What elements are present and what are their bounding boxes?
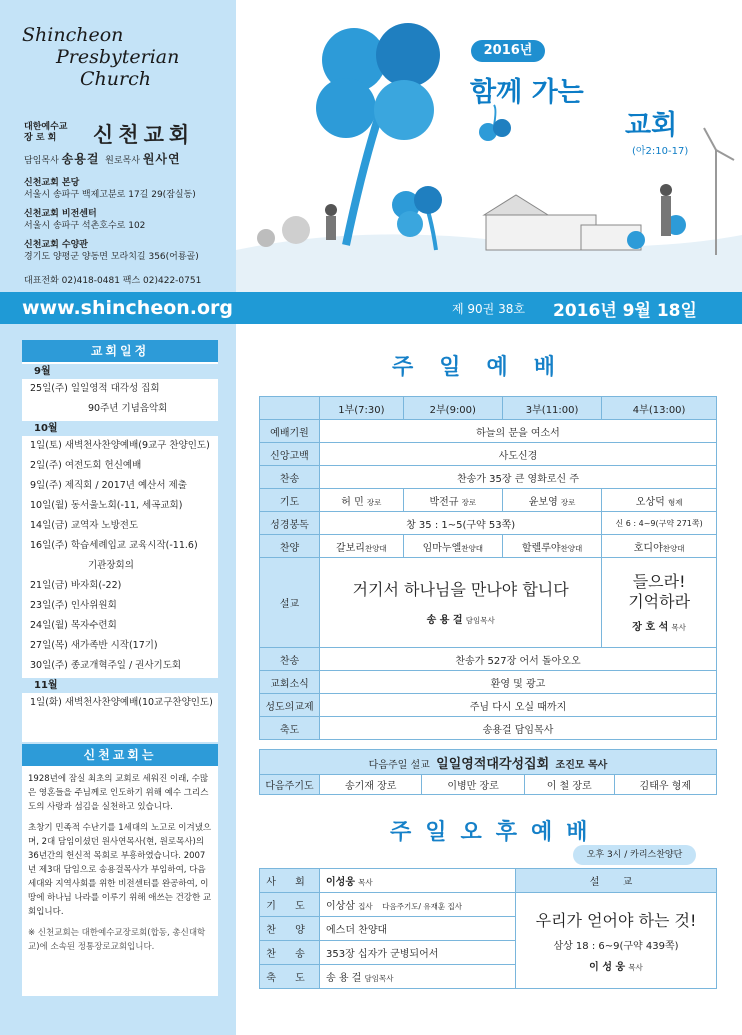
theme-verse: (아2:10-17): [632, 146, 689, 157]
afternoon-service-title: 주일오후예배: [390, 820, 602, 845]
schedule-event: 21일(금) 바자회(-22): [30, 580, 122, 591]
schedule-event: 25일(주) 일일영적 대각성 집회: [30, 383, 160, 394]
address-retreat: 신천교회 수양관 경기도 양평군 양동면 모라치길 356(어룡골): [24, 240, 199, 262]
table-row: 다음주일 설교 일일영적대각성집회 조진모 목사: [260, 750, 717, 775]
column-header: 4부(13:00): [602, 397, 717, 420]
table-row: 성경봉독 창 35 : 1~5(구약 53쪽) 신 6 : 4~9(구약 271쪽): [260, 512, 717, 535]
phone-fax: 대표전화 02)418-0481 팩스 02)422-0751: [24, 276, 202, 286]
schedule-event: 1일(토) 새벽천사찬양예배(9교구 찬양인도): [30, 440, 210, 451]
table-row: 찬양 갈보리찬양대 임마누엘찬양대 할렐루야찬양대 호디야찬양대: [260, 535, 717, 558]
sunday-service-table: [259, 396, 717, 740]
table-row: 기 도 이상삼 집사 다음주기도/ 유재훈 집사 우리가 얻어야 하는 것! 삼상 18 : 6~9(구약 439쪽) 이 성 웅 목사: [260, 893, 717, 917]
schedule-event: 90주년 기념음악회: [88, 403, 168, 414]
table-row: 사 회 이성웅 목사 설 교: [260, 869, 717, 893]
afternoon-sermon: 우리가 얻어야 하는 것! 삼상 18 : 6~9(구약 439쪽) 이 성 웅 목사: [516, 893, 717, 989]
column-header: 3부(11:00): [502, 397, 601, 420]
schedule-event: 10일(월) 동서울노회(-11, 세곡교회): [30, 500, 183, 511]
year-badge: 2016년: [471, 40, 545, 62]
table-row: 교회소식 환영 및 광고: [260, 671, 717, 694]
next-week-table: [259, 749, 717, 795]
schedule-month: 11월: [22, 678, 218, 693]
website-link[interactable]: www.shincheon.org: [22, 297, 234, 319]
left-sidebar: [0, 0, 236, 1035]
table-row: 신앙고백 사도신경: [260, 443, 717, 466]
church-name: 신천교회: [93, 123, 195, 147]
column-header: 2부(9:00): [403, 397, 502, 420]
table-row: 찬송 찬송가 35장 큰 영화로신 주: [260, 466, 717, 489]
side-sermon: 들으라! 기억하라 장 호 석 목사: [602, 558, 717, 648]
address-vision: 신천교회 비전센터 서울시 송파구 석촌호수로 102: [24, 209, 146, 231]
table-row: 축도 송용걸 담임목사: [260, 717, 717, 740]
table-row: 성도의교제 주님 다시 오실 때까지: [260, 694, 717, 717]
schedule-event: 기관장회의: [88, 560, 134, 571]
table-row: 축 도 송 용 걸 담임목사: [260, 965, 717, 989]
schedule-title: 교회일정: [22, 340, 218, 362]
bulletin-date: 2016년 9월 18일: [553, 301, 697, 321]
table-row: 찬 송 353장 십자가 군병되어서: [260, 941, 717, 965]
schedule-event: 27일(목) 새가족반 시작(17기): [30, 640, 158, 651]
theme-line1: 함께 가는: [470, 77, 584, 108]
theme-line2: 교회: [625, 110, 678, 141]
table-row: 찬 양 에스더 찬양대: [260, 917, 717, 941]
schedule-event: 2일(주) 여전도회 헌신예배: [30, 460, 142, 471]
afternoon-service-table: [259, 868, 717, 989]
schedule-event: 23일(주) 인사위원회: [30, 600, 117, 611]
sunday-service-title: 주일예배: [392, 355, 582, 380]
table-row: 다음주기도 송기재 장로 이병만 장로 이 철 장로 김태우 형제: [260, 775, 717, 795]
about-box: 1928년에 잠실 최초의 교회로 세워진 이래, 수많은 영혼들을 주님께로 인도하기 위해 예수 그리스도의 사랑과 섬김을 실천하고 있습니다. 초창기 민족적 수난기를 1세대의 노고로 이겨냈으며, 2대 담임이셨던 원사연목사(현, 원로목사)의 36년간의 헌신적 목회로 부흥하였습니다. 2007년 제3대 담임으로 송용걸목사가 부임하여, 다음세대와 지역사회를 위한 비전센터를 완공하여, 이 땅에 하나님 나라를 이루기 위해 애쓰는 건강한 교회입니다. ※ 신천교회는 대한예수교장로회(합동, 총신대학교)에 소속된 정통장로교회입니다.: [22, 766, 218, 996]
afternoon-time: 오후 3시 / 카리스찬양단: [573, 845, 696, 865]
website-bar: [0, 292, 742, 324]
table-row: 설교 거기서 하나님을 만나야 합니다 송 용 걸 담임목사 들으라! 기억하라 장 호 석 목사: [260, 558, 717, 648]
main-sermon: 거기서 하나님을 만나야 합니다 송 용 걸 담임목사: [320, 558, 602, 648]
address-main: 신천교회 본당 서울시 송파구 백제고분로 17길 29(잠실동): [24, 178, 196, 200]
table-row: [260, 397, 717, 420]
schedule-event: 30일(주) 종교개혁주일 / 권사기도회: [30, 660, 182, 671]
issue-number: 제 90권 38호: [452, 302, 525, 316]
schedule-event: 16일(주) 학습세례입교 교육시작(-11.6): [30, 540, 198, 551]
church-script-logo: Shincheon Presbyterian Church: [22, 24, 180, 90]
table-row: 기도 허 민 장로 박전규 장로 윤보영 장로 오상덕 형제: [260, 489, 717, 512]
table-row: 예배기원 하늘의 문을 여소서: [260, 420, 717, 443]
schedule-month: 10월: [22, 421, 218, 436]
denomination: 대한예수교 장 로 회: [24, 122, 68, 143]
schedule-event: 24일(월) 목자수련회: [30, 620, 117, 631]
schedule-month: 9월: [22, 364, 218, 379]
column-header: 1부(7:30): [320, 397, 404, 420]
schedule-event: 1일(화) 새벽천사찬양예배(10교구찬양인도): [30, 697, 213, 708]
about-title: 신천교회는: [22, 744, 218, 766]
schedule-event: 14일(금) 교역자 노방전도: [30, 520, 139, 531]
table-row: 찬송 찬송가 527장 어서 돌아오오: [260, 648, 717, 671]
schedule-event: 9일(주) 제직회 / 2017년 예산서 제출: [30, 480, 187, 491]
pastors-line: 담임목사 송용걸 원로목사 원사연: [24, 152, 181, 166]
schedule-list: [22, 362, 218, 742]
